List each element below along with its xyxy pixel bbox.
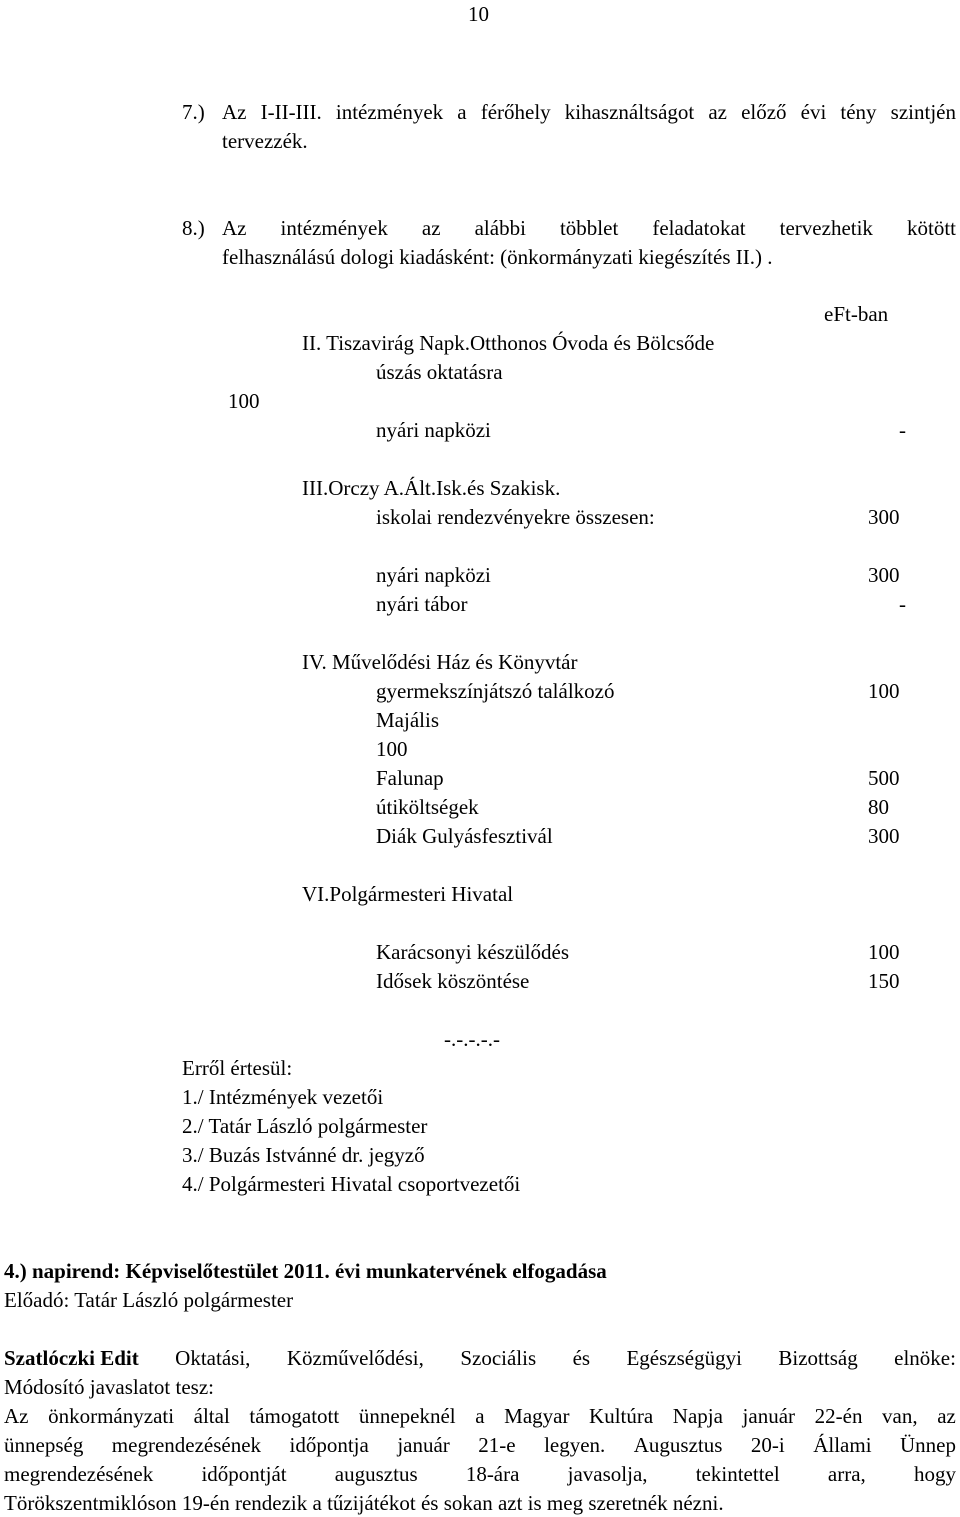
section2-row-label: nyári napközi [376,418,491,442]
section4-title: IV. Művelődési Ház és Könyvtár [302,650,578,674]
word: évi [800,100,827,124]
speech-line2: Módosító javaslatot tesz: [4,1375,214,1399]
word: Ünnep [900,1433,956,1457]
section4-row-label: gyermekszínjátszó találkozó [376,679,615,703]
section3-row-value: 300 [868,563,900,587]
speech-line1 [4,1346,956,1370]
word: ünnepeknél [358,1404,456,1428]
notify-item: 3./ Buzás Istvánné dr. jegyző [182,1143,425,1167]
section3-title: III.Orczy A.Ált.Isk.és Szakisk. [302,476,561,500]
word: többlet [559,216,619,240]
speech-line6: Törökszentmiklóson 19-én rendezik a tűzijátékot és sokan azt is meg szeretnék nézni. [4,1491,724,1515]
word: 20-i [750,1433,785,1457]
speech-line4 [4,1433,956,1457]
word: Oktatási, [175,1346,251,1370]
word: január [742,1404,796,1428]
word: Egészségügyi [626,1346,742,1370]
section6-title: VI.Polgármesteri Hivatal [302,882,514,906]
word: időpontját [201,1462,287,1486]
section3-row-label: nyári tábor [376,592,468,616]
section4-row-label: Falunap [376,766,444,790]
word: Augusztus [633,1433,723,1457]
word: az [708,100,727,124]
word: intézmények [335,100,444,124]
word: van, [882,1404,918,1428]
speech-line5 [4,1462,956,1486]
speech-line3 [4,1404,956,1428]
word: január [397,1433,450,1457]
word: önkormányzati [48,1404,175,1428]
item7-line1 [222,100,956,124]
section3-row-label: nyári napközi [376,563,491,587]
section2-row-value: - [899,418,906,442]
word: Az [4,1404,29,1428]
word: alábbi [474,216,526,240]
word: a [475,1404,485,1428]
word: az [421,216,441,240]
word: intézmények [280,216,388,240]
notify-heading: Erről értesül: [182,1056,293,1080]
section4-row-value: 80 [868,795,889,819]
word: feladatokat [652,216,746,240]
word: és [572,1346,591,1370]
section2-subtitle: úszás oktatásra [376,360,503,384]
item8-line2: felhasználású dologi kiadásként: (önkormányzati kiegészítés II.) . [222,245,773,269]
section6-row-value: 100 [868,940,900,964]
notify-item: 1./ Intézmények vezetői [182,1085,384,1109]
word: Magyar [504,1404,570,1428]
word: 22-én [814,1404,863,1428]
word: legyen. [544,1433,606,1457]
word: 18-ára [465,1462,520,1486]
word: tervezhetik [779,216,873,240]
word: előző [741,100,787,124]
word: Az [222,100,247,124]
word: arra, [827,1462,866,1486]
word: időpontja [289,1433,369,1457]
word: megrendezésének [111,1433,262,1457]
section3-total-label: iskolai rendezvényekre összesen: [376,505,655,529]
word: hogy [913,1462,956,1486]
section2-title: II. Tiszavirág Napk.Otthonos Óvoda és Bölcsőde [302,331,715,355]
word: támogatott [249,1404,340,1428]
word: Kultúra [589,1404,654,1428]
word: javasolja, [567,1462,648,1486]
word: elnöke: [894,1346,956,1370]
notify-item: 2./ Tatár László polgármester [182,1114,428,1138]
word: Az [222,216,247,240]
word: kötött [906,216,956,240]
word: tény [840,100,877,124]
agenda-heading: 4.) napirend: Képviselőtestület 2011. évi munkatervének elfogadása [4,1259,607,1283]
section4-row-value: 100 [868,679,900,703]
section4-row-value: 500 [868,766,900,790]
word: szintjén [890,100,956,124]
section6-row-value: 150 [868,969,900,993]
section4-row-label: útiköltségek [376,795,479,819]
item8-line1 [222,216,956,240]
word: az [937,1404,956,1428]
word: kihasználtságot [564,100,695,124]
section6-row-label: Karácsonyi készülődés [376,940,570,964]
word: megrendezésének [4,1462,154,1486]
word: Napja [672,1404,723,1428]
word: tekintettel [695,1462,780,1486]
word: I-II-III. [260,100,322,124]
section4-row-value: 100 [376,737,408,761]
agenda-presenter: Előadó: Tatár László polgármester [4,1288,294,1312]
word: Közművelődési, [286,1346,424,1370]
word: ünnepség [4,1433,84,1457]
word: 21-e [478,1433,516,1457]
word: Állami [813,1433,872,1457]
item7-line2: tervezzék. [222,129,308,153]
section3-total-value: 300 [868,505,900,529]
word: augusztus [334,1462,418,1486]
section4-row-label: Diák Gulyásfesztivál [376,824,553,848]
section4-row-value: 300 [868,824,900,848]
item8-number: 8.) [182,216,205,240]
section4-row-label: Majális [376,708,439,732]
speaker-name: Szatlóczki Edit [4,1346,139,1370]
word: által [193,1404,230,1428]
unit-label: eFt-ban [824,302,889,326]
separator: -.-.-.-.- [444,1027,500,1051]
word: Szociális [460,1346,537,1370]
item7-number: 7.) [182,100,205,124]
left-number: 100 [228,389,260,413]
section6-row-label: Idősek köszöntése [376,969,530,993]
notify-item: 4./ Polgármesteri Hivatal csoportvezetői [182,1172,521,1196]
word: férőhely [480,100,551,124]
word: a [457,100,467,124]
section3-row-value: - [899,592,906,616]
word: Bizottság [778,1346,858,1370]
page-number: 10 [468,2,489,26]
